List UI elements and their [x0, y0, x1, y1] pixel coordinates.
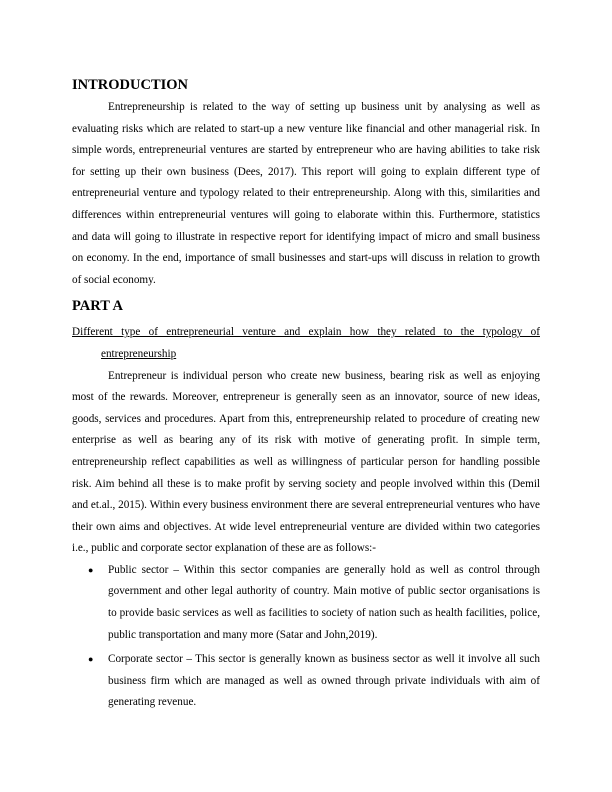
introduction-paragraph: Entrepreneurship is related to the way of setting up business unit by analysing as well as evaluating risks which are related to start-up a new venture like financial and other managerial risk. In simple words, entrepreneurial ventures are started by entrepreneur who are having abilities to take risk for setting up their own business (Dees, 2017). This report will going to explain different type of entrepreneurial venture and typology related to their entrepreneurship. Along with this, similarities and differences within entrepreneurial ventures will going to elaborate within this. Furthermore, statistics and data will going to illustrate in respective report for identifying impact of micro and small business on economy. In the end, importance of small businesses and start-ups will discuss in relation to growth of social economy. — [72, 101, 540, 286]
bullet-icon: ● — [88, 564, 94, 575]
sector-list — [72, 560, 540, 714]
list-item — [72, 560, 540, 646]
document-body — [72, 76, 540, 717]
part-a-heading: PART A — [72, 298, 123, 315]
part-a-subheading: Different type of entrepreneurial venture and explain how they related to the typology of entrepreneurship — [72, 326, 540, 360]
introduction-heading: INTRODUCTION — [72, 77, 189, 93]
bullet-icon: ● — [88, 654, 94, 665]
list-item — [72, 649, 540, 714]
list-item-text: Public sector – Within this sector companies are generally hold as well as control through government and other legal authority of country. Main motive of public sector organisations is to provide basic services as well as facilities to society of nation such as health facilities, police, public transportation and many more (Satar and John,2019). — [108, 563, 540, 641]
list-item-text: Corporate sector – This sector is generally known as business sector as well it involve all such business firm which are managed as well as owned through private individuals with aim of generating revenue. — [108, 653, 540, 709]
part-a-paragraph: Entrepreneur is individual person who create new business, bearing risk as well as enjoying most of the rewards. Moreover, entrepreneur is generally seen as an innovator, source of new ideas, goods, services and procedures. Apart from this, entrepreneurship related to procedure of creating new enterprise as well as bearing any of its risk with motive of generating profit. In simple term, entrepreneurship reflect capabilities as well as willingness of particular person for handling possible risk. Aim behind all these is to make profit by serving society and people involved within this (Demil and et.al., 2015). Within every business environment there are several entrepreneurial ventures who have their own aims and objectives. At wide level entrepreneurial venture are divided within two categories i.e., public and corporate sector explanation of these are as follows:- — [72, 369, 540, 555]
